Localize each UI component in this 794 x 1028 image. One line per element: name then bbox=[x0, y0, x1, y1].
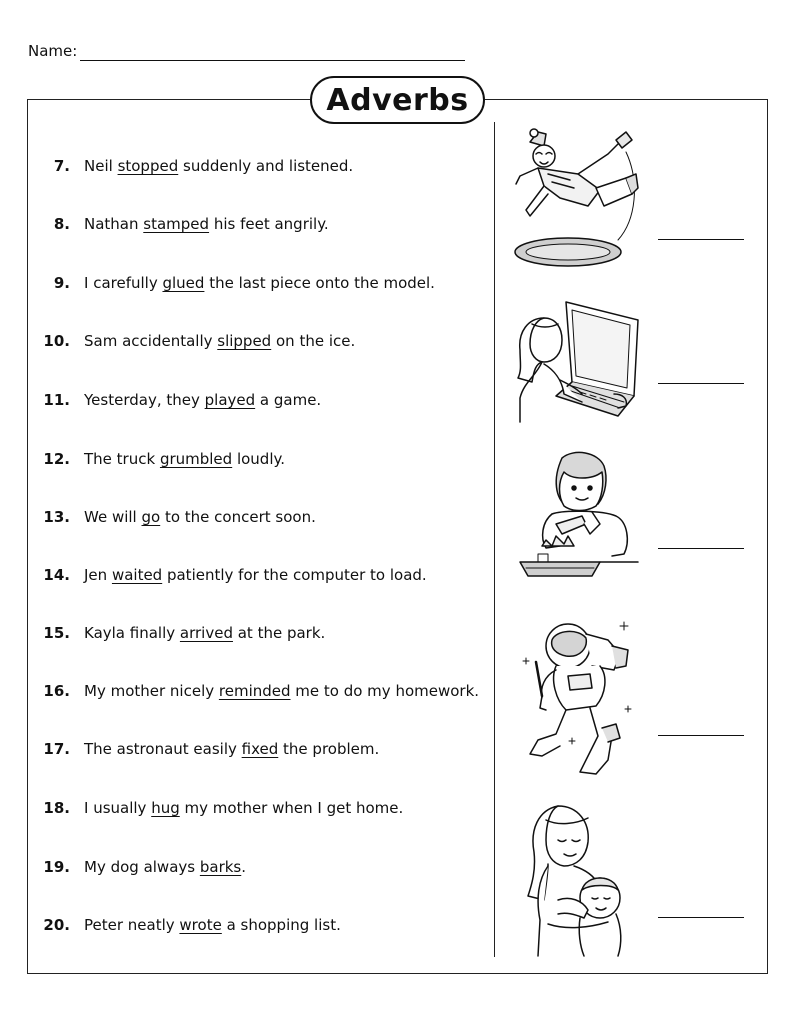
question-number: 16. bbox=[43, 682, 70, 700]
question-8 bbox=[0, 215, 490, 235]
underlined-verb: stopped bbox=[117, 157, 179, 175]
girl-at-laptop-picture bbox=[510, 298, 645, 423]
question-number: 8. bbox=[53, 215, 70, 233]
boy-slipping-on-ice-picture bbox=[508, 124, 648, 274]
question-12 bbox=[0, 450, 490, 470]
question-number: 15. bbox=[43, 624, 70, 642]
question-18 bbox=[0, 799, 490, 819]
question-number: 14. bbox=[43, 566, 70, 584]
question-number: 13. bbox=[43, 508, 70, 526]
underlined-verb: slipped bbox=[217, 332, 272, 350]
question-15 bbox=[0, 624, 490, 644]
question-number: 9. bbox=[53, 274, 70, 292]
answer-blank-4[interactable] bbox=[658, 735, 744, 736]
question-number: 11. bbox=[43, 391, 70, 409]
worksheet-title: Adverbs bbox=[310, 76, 485, 124]
question-16 bbox=[0, 682, 490, 702]
question-10 bbox=[0, 332, 490, 352]
question-sentence: Sam accidentally slipped on the ice. bbox=[84, 332, 356, 350]
question-sentence: Kayla finally arrived at the park. bbox=[84, 624, 326, 642]
question-number: 20. bbox=[43, 916, 70, 934]
boy-gluing-ship-model-picture bbox=[512, 450, 642, 585]
question-11 bbox=[0, 391, 490, 411]
question-13 bbox=[0, 508, 490, 528]
question-sentence: I usually hug my mother when I get home. bbox=[84, 799, 404, 817]
question-sentence: Yesterday, they played a game. bbox=[84, 391, 322, 409]
question-number: 19. bbox=[43, 858, 70, 876]
underlined-verb: arrived bbox=[179, 624, 233, 642]
question-sentence: We will go to the concert soon. bbox=[84, 508, 316, 526]
question-number: 17. bbox=[43, 740, 70, 758]
underlined-verb: grumbled bbox=[159, 450, 233, 468]
question-9 bbox=[0, 274, 490, 294]
question-17 bbox=[0, 740, 490, 760]
answer-blank-1[interactable] bbox=[658, 239, 744, 240]
underlined-verb: waited bbox=[111, 566, 163, 584]
question-20 bbox=[0, 916, 490, 936]
question-sentence: I carefully glued the last piece onto the model. bbox=[84, 274, 435, 292]
question-sentence: The astronaut easily fixed the problem. bbox=[84, 740, 380, 758]
question-number: 18. bbox=[43, 799, 70, 817]
question-sentence: My dog always barks. bbox=[84, 858, 247, 876]
underlined-verb: fixed bbox=[241, 740, 279, 758]
question-number: 12. bbox=[43, 450, 70, 468]
column-divider bbox=[494, 122, 495, 957]
question-7 bbox=[0, 157, 490, 177]
question-number: 10. bbox=[43, 332, 70, 350]
underlined-verb: glued bbox=[162, 274, 205, 292]
answer-blank-5[interactable] bbox=[658, 917, 744, 918]
question-sentence: Nathan stamped his feet angrily. bbox=[84, 215, 329, 233]
underlined-verb: wrote bbox=[179, 916, 222, 934]
name-field[interactable] bbox=[80, 60, 465, 61]
mother-hugging-child-picture bbox=[518, 800, 633, 958]
question-sentence: The truck grumbled loudly. bbox=[84, 450, 286, 468]
question-sentence: Neil stopped suddenly and listened. bbox=[84, 157, 354, 175]
astronaut-fixing-picture bbox=[516, 610, 641, 780]
question-sentence: Jen waited patiently for the computer to load. bbox=[84, 566, 427, 584]
underlined-verb: reminded bbox=[218, 682, 291, 700]
question-19 bbox=[0, 858, 490, 878]
question-number: 7. bbox=[53, 157, 70, 175]
name-label: Name: bbox=[28, 42, 78, 60]
underlined-verb: stamped bbox=[143, 215, 210, 233]
answer-blank-3[interactable] bbox=[658, 548, 744, 549]
question-14 bbox=[0, 566, 490, 586]
underlined-verb: hug bbox=[151, 799, 180, 817]
underlined-verb: played bbox=[204, 391, 256, 409]
question-sentence: Peter neatly wrote a shopping list. bbox=[84, 916, 341, 934]
underlined-verb: go bbox=[141, 508, 161, 526]
answer-blank-2[interactable] bbox=[658, 383, 744, 384]
question-sentence: My mother nicely reminded me to do my homework. bbox=[84, 682, 480, 700]
underlined-verb: barks bbox=[199, 858, 242, 876]
